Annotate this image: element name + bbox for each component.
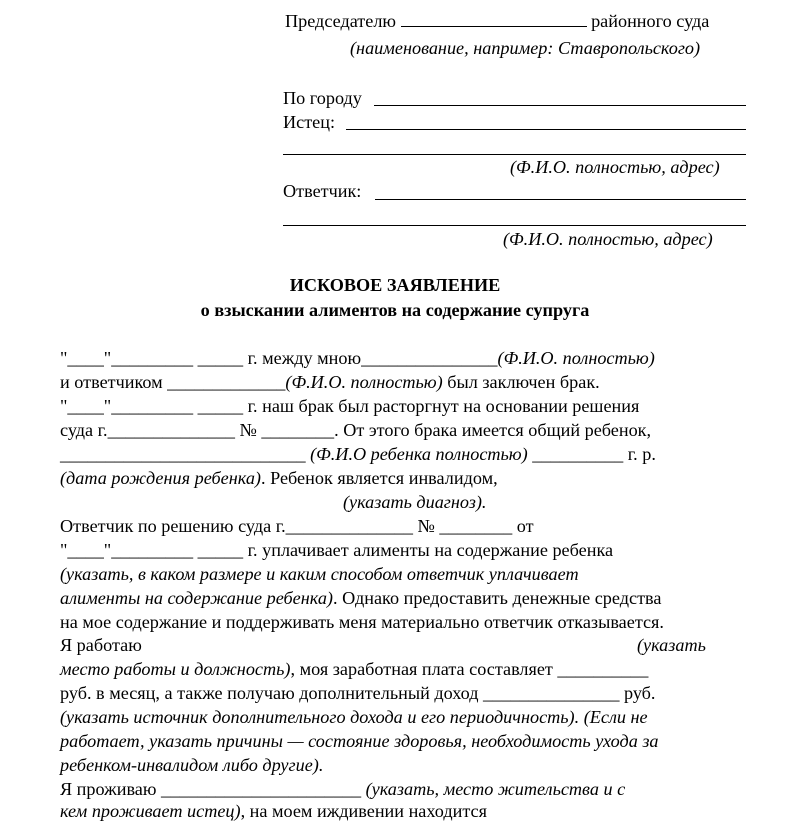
body-line-13-a: Я работаю [60,635,142,655]
body-text: . Ребенок является инвалидом, [261,468,498,488]
body-text: Я проживаю ______________________ [60,779,366,799]
body-line-17: работает, указать причины — состояние здоровья, необходимость ухода за [60,731,659,751]
body-line-16: (указать источник дополнительного дохода и его периодичность). (Если не [60,707,648,727]
body-hint: место работы и должность) [60,659,291,679]
plaintiff-blank-2 [283,154,746,155]
body-line-10: (указать, в каком размере и каким способом ответчик уплачивает [60,564,579,584]
body-line-14 [60,658,648,680]
addressee-prefix: Председателю [285,11,396,31]
body-line-2 [60,371,600,393]
plaintiff-hint: (Ф.И.О. полностью, адрес) [510,157,720,177]
document-subtitle: о взыскании алиментов на содержание супруга [200,300,590,320]
body-line-18: ребенком-инвалидом либо другие). [60,755,324,775]
plaintiff-label: Истец: [283,112,336,132]
body-line-5 [60,443,656,465]
addressee-line [285,10,709,32]
body-text: ___________________________ [60,444,311,464]
city-blank [374,105,746,106]
body-line-1 [60,347,655,369]
body-line-15: руб. в месяц, а также получаю дополнительный доход _______________ руб. [60,683,656,703]
court-hint: (наименование, например: Ставропольского) [350,38,701,58]
body-text: , моя заработная плата составляет __________ [290,659,649,679]
body-hint: (указать, место жительства и с [365,779,626,799]
court-name-blank [401,11,587,27]
body-line-11 [60,587,661,609]
addressee-suffix: районного суда [591,11,710,31]
body-line-12: на мое содержание и поддерживать меня материально ответчик отказывается. [60,612,664,632]
body-hint: (Ф.И.О. полностью) [497,348,655,368]
body-text: , на моем иждивении находится [240,801,487,821]
body-line-3: "____"_________ _____ г. наш брак был расторгнут на основании решения [60,396,640,416]
defendant-blank [375,199,746,200]
body-line-9: "____"_________ _____ г. уплачивает алименты на содержание ребенка [60,540,614,560]
body-hint: (дата рождения ребенка) [60,468,261,488]
body-hint: (Ф.И.О ребенка полностью) [310,444,528,464]
body-hint: (Ф.И.О. полностью) [285,372,443,392]
body-text: был заключен брак. [442,372,600,392]
defendant-hint: (Ф.И.О. полностью, адрес) [503,229,713,249]
body-text: и ответчиком _____________ [60,372,286,392]
body-line-7: (указать диагноз). [343,492,487,512]
body-text: __________ г. р. [527,444,656,464]
body-line-20 [60,800,487,822]
body-text: "____"_________ _____ г. между мною_______________ [60,348,498,368]
body-hint: алименты на содержание ребенка) [60,588,333,608]
city-label: По городу [283,88,362,108]
body-line-4: суда г.______________ № ________. От этого брака имеется общий ребенок, [60,420,652,440]
body-line-19 [60,778,625,800]
body-hint: кем проживает истец) [60,801,241,821]
body-line-6 [60,467,498,489]
document-title: ИСКОВОЕ ЗАЯВЛЕНИЕ [289,275,501,295]
body-text: . Однако предоставить денежные средства [332,588,662,608]
body-line-8: Ответчик по решению суда г.______________ № ________ от [60,516,534,536]
body-line-13-b: (указать [637,635,706,655]
defendant-label: Ответчик: [283,181,362,201]
plaintiff-blank [346,129,746,130]
defendant-blank-2 [283,225,746,226]
